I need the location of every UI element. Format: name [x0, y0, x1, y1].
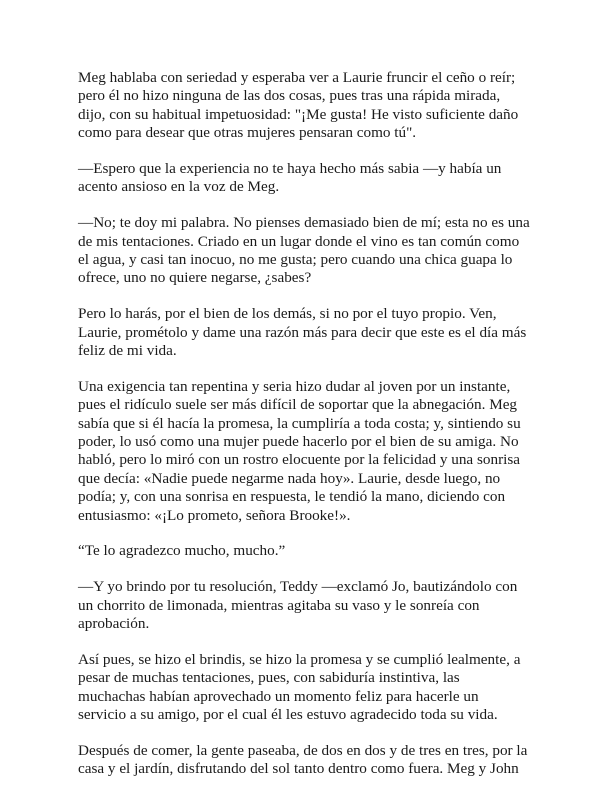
- paragraph-3: —No; te doy mi palabra. No pienses demasiado bien de mí; esta no es una de mis tentaciones. Criado en un lugar donde el vino es tan común como el agua, y casi tan inocuo, no me gusta; pero cuando una chica guapa lo ofrece, uno no quiere negarse, ¿sabes?: [78, 214, 530, 287]
- paragraph-4: Pero lo harás, por el bien de los demás, si no por el tuyo propio. Ven, Laurie, prométolo y dame una razón más para decir que este es el día más feliz de mi vida.: [78, 305, 527, 360]
- paragraph-9: Después de comer, la gente paseaba, de dos en dos y de tres en tres, por la casa y el jardín, disfrutando del sol tanto dentro como fuera. Meg y John: [78, 741, 528, 778]
- paragraph-7: —Y yo brindo por tu resolución, Teddy —exclamó Jo, bautizándolo con un chorrito de limonada, mientras agitaba su vaso y le sonreía con aprobación.: [78, 578, 518, 633]
- paragraph-8: Así pues, se hizo el brindis, se hizo la promesa y se cumplió lealmente, a pesar de muchas tentaciones, pues, con sabiduría instintiva, las muchachas habían aprovechado un momento feliz para hacerle un servicio a su amigo, por el cual él les estuvo agradecido toda su vida.: [78, 650, 521, 724]
- paragraph-6: “Te lo agradezco mucho, mucho.”: [78, 542, 286, 560]
- paragraph-5: Una exigencia tan repentina y seria hizo dudar al joven por un instante, pues el ridículo suele ser más difícil de soportar que la abnegación. Meg sabía que si él hacía la promesa, la cumpliría a toda costa; y, sintiendo su poder, lo usó como una mujer puede hacerlo por el bien de su amiga. No habló, pero lo miró con un rostro elocuente por la felicidad y una sonrisa que decía: «Nadie puede negarme nada hoy». Laurie, desde luego, no podía; y, con una sonrisa en respuesta, le tendió la mano, diciendo con entusiasmo: «¡Lo prometo, señora Brooke!».: [78, 377, 521, 524]
- body-text: [78, 69, 530, 796]
- paragraph-2: —Espero que la experiencia no te haya hecho más sabia —y había un acento ansioso en la voz de Meg.: [78, 160, 502, 196]
- paragraph-1: Meg hablaba con seriedad y esperaba ver a Laurie fruncir el ceño o reír; pero él no hizo ninguna de las dos cosas, pues tras una rápida mirada, dijo, con su habitual impetuosidad: "¡Me gusta! He visto suficiente daño como para desear que otras mujeres pensaran como tú".: [78, 69, 519, 142]
